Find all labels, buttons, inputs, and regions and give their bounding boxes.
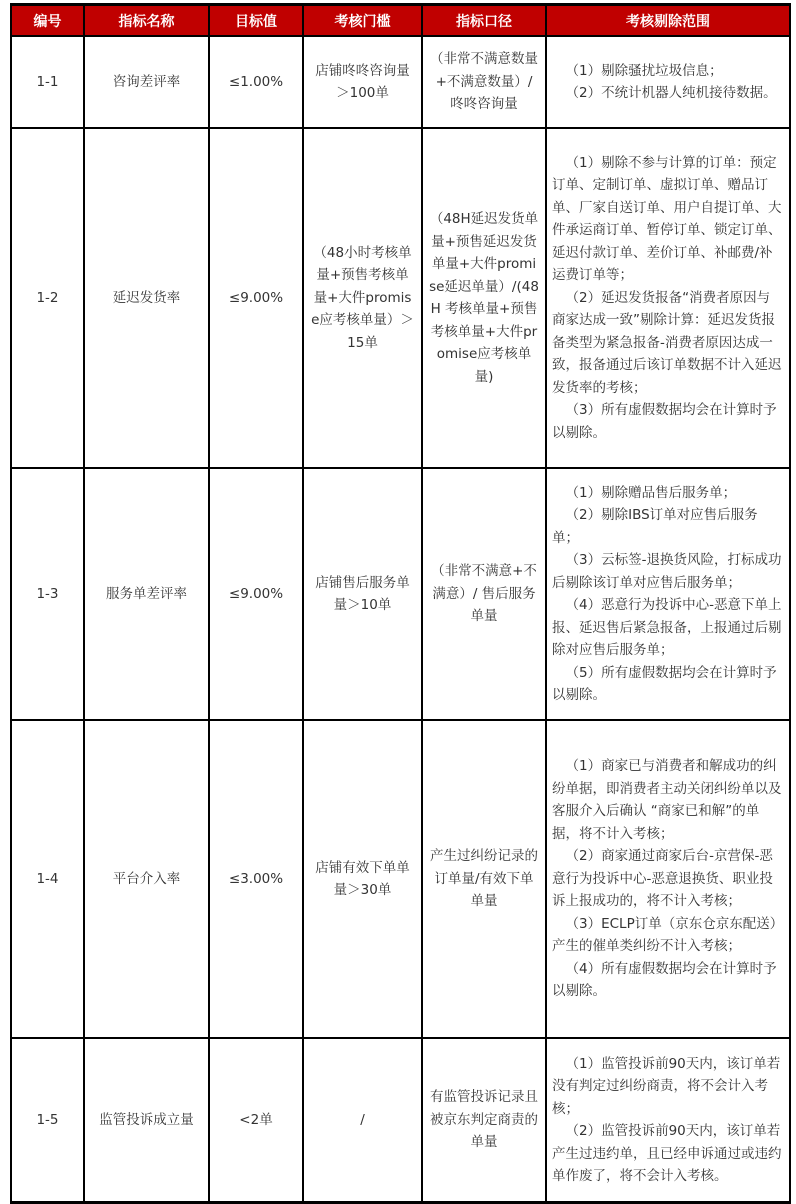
table-row — [11, 468, 790, 720]
metrics-table — [10, 3, 791, 1204]
exclusion-item: （2）商家通过商家后台-京营保-恶意行为投诉中心-恶意退换货、职业投诉上报成功的，将不计入考核； — [552, 848, 773, 910]
exclusion-item: （1）剔除骚扰垃圾信息； — [565, 62, 723, 79]
table-row — [11, 128, 790, 468]
exclusion-item: （2）剔除IBS订单对应售后服务单； — [552, 507, 758, 546]
table-row — [11, 1038, 790, 1203]
cell-definition: 有监管投诉记录且被京东判定商责的单量 — [422, 1038, 546, 1203]
cell-threshold: （48小时考核单量+预售考核单量+大件promise应考核单量）＞15单 — [303, 128, 422, 468]
table-row — [11, 720, 790, 1038]
cell-id: 1-5 — [11, 1038, 84, 1203]
cell-exclusions — [546, 128, 790, 468]
cell-threshold: 店铺售后服务单量＞10单 — [303, 468, 422, 720]
exclusion-item: （3）云标签-退换货风险，打标成功后剔除该订单对应售后服务单； — [552, 552, 782, 591]
cell-target: ≤9.00% — [209, 468, 303, 720]
cell-definition: （非常不满意+不满意）/ 售后服务单量 — [422, 468, 546, 720]
cell-name: 服务单差评率 — [84, 468, 209, 720]
cell-definition: （非常不满意数量+不满意数量）/ 咚咚咨询量 — [422, 36, 546, 128]
cell-definition: （48H延迟发货单量+预售延迟发货单量+大件promise延迟单量）/(48H 考核单量+预售考核单量+大件promise应考核单量) — [422, 128, 546, 468]
cell-exclusions — [546, 36, 790, 128]
cell-id: 1-3 — [11, 468, 84, 720]
table-row — [11, 36, 790, 128]
cell-exclusions — [546, 1038, 790, 1203]
exclusion-item: （1）监管投诉前90天内，该订单若没有判定过纠纷商责，将不会计入考核； — [552, 1055, 781, 1117]
column-header-definition: 指标口径 — [422, 5, 546, 37]
cell-threshold: 店铺有效下单单量＞30单 — [303, 720, 422, 1038]
column-header-threshold: 考核门槛 — [303, 5, 422, 37]
column-header-exclusions: 考核剔除范围 — [546, 5, 790, 37]
cell-name: 延迟发货率 — [84, 128, 209, 468]
exclusion-item: （2）监管投诉前90天内，该订单若产生过违约单，且已经申诉通过或违约单作废了，将不会计入考核。 — [552, 1123, 782, 1184]
cell-name: 监管投诉成立量 — [84, 1038, 209, 1203]
cell-threshold: 店铺咚咚咨询量＞100单 — [303, 36, 422, 128]
exclusion-item: （1）商家已与消费者和解成功的纠纷单据，即消费者主动关闭纠纷单以及客服介入后确认 “商家已和解”的单据，将不计入考核； — [552, 758, 782, 842]
cell-id: 1-2 — [11, 128, 84, 468]
exclusion-item: （5）所有虚假数据均会在计算时予以剔除。 — [552, 664, 777, 703]
exclusion-item: （2）不统计机器人纯机接待数据。 — [565, 85, 777, 101]
cell-threshold: / — [303, 1038, 422, 1203]
exclusion-item: （4）所有虚假数据均会在计算时予以剔除。 — [552, 960, 777, 1000]
exclusion-item: （4）恶意行为投诉中心-恶意下单上报、延迟售后紧急报备，上报通过后剔除对应售后服务单； — [552, 597, 782, 658]
column-header-id: 编号 — [11, 5, 84, 37]
exclusion-item: （3）所有虚假数据均会在计算时予以剔除。 — [552, 402, 777, 441]
cell-exclusions — [546, 468, 790, 720]
cell-target: <2单 — [209, 1038, 303, 1203]
cell-target: ≤9.00% — [209, 128, 303, 468]
table-header-row — [11, 5, 790, 37]
exclusion-item: （1）剔除赠品售后服务单； — [565, 484, 737, 501]
cell-name: 咨询差评率 — [84, 36, 209, 128]
exclusion-item: （3）ECLP订单（京东仓京东配送）产生的催单类纠纷不计入考核； — [552, 915, 777, 955]
cell-id: 1-1 — [11, 36, 84, 128]
cell-target: ≤3.00% — [209, 720, 303, 1038]
exclusion-item: （2）延迟发货报备“消费者原因与商家达成一致”剔除计算：延迟发货报备类型为紧急报备-消费者原因达成一致，报备通过后该订单数据不计入延迟发货率的考核； — [552, 289, 782, 396]
cell-definition: 产生过纠纷记录的订单量/有效下单单量 — [422, 720, 546, 1038]
cell-name: 平台介入率 — [84, 720, 209, 1038]
cell-target: ≤1.00% — [209, 36, 303, 128]
exclusion-item: （1）剔除不参与计算的订单：预定订单、定制订单、虚拟订单、赠品订单、厂家自送订单、用户自提订单、大件承运商订单、暂停订单、锁定订单、延迟付款订单、差价订单、补邮费/补运费订单等； — [552, 154, 782, 284]
cell-id: 1-4 — [11, 720, 84, 1038]
column-header-name: 指标名称 — [84, 5, 209, 37]
cell-exclusions — [546, 720, 790, 1038]
column-header-target: 目标值 — [209, 5, 303, 37]
